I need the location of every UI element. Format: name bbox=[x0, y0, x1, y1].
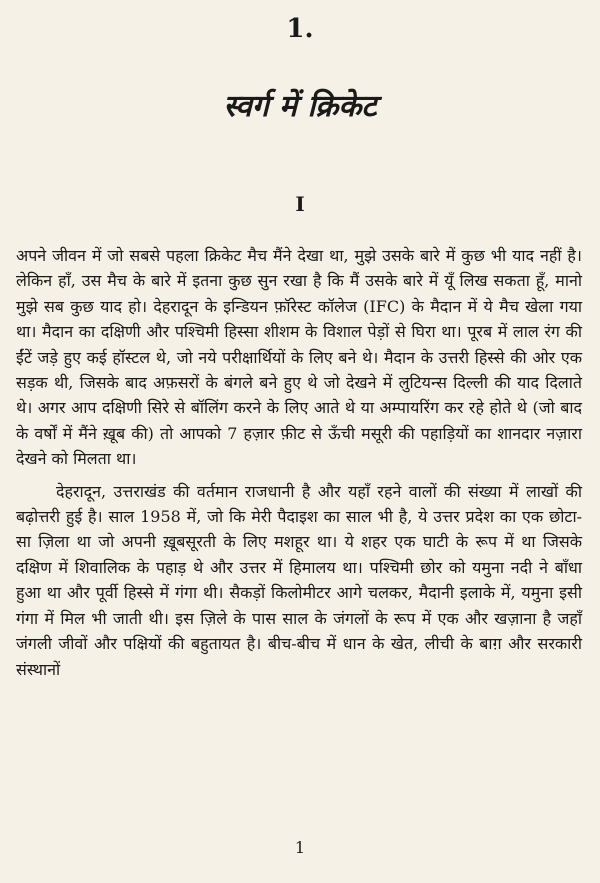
chapter-number: 1. bbox=[286, 14, 314, 44]
paragraph-1: अपने जीवन में जो सबसे पहला क्रिकेट मैच मैंने देखा था, मुझे उसके बारे में कुछ भी याद नहीं है। लेकिन हाँ, उस मैच के बारे में इतना कुछ सुन रखा है कि मैं उसके बारे में यूँ लिख सकता हूँ, मानो मुझे सब कुछ याद हो। देहरादून के इन्डियन फ़ॉरेस्ट कॉलेज (IFC) के मैदान में ये मैच खेला गया था। मैदान का दक्षिणी और पश्चिमी हिस्सा शीशम के विशाल पेड़ों से घिरा था। पूरब में लाल रंग की ईंटें जड़े हुए कई हॉस्टल थे, जो नये परीक्षार्थियों के लिए बने थे। मैदान के उत्तरी हिस्से की ओर एक सड़क थी, जिसके बाद अफ़सरों के बंगले बने हुए थे जो देखने में लुटियन्स दिल्ली की याद दिलाते थे। अगर आप दक्षिणी सिरे से बॉलिंग करने के लिए आते थे या अम्पायरिंग कर रहे होते थे (जो बाद के वर्षों में मैंने ख़ूब की) तो आपको 7 हज़ार फ़ीट से ऊँची मसूरी की पहाड़ियों का शानदार नज़ारा देखने को मिलता था। bbox=[16, 246, 582, 469]
chapter-title: स्वर्ग में क्रिकेट bbox=[223, 89, 377, 124]
page-number: 1 bbox=[294, 838, 306, 857]
body-text bbox=[16, 243, 582, 682]
section-numeral: I bbox=[295, 192, 305, 216]
paragraph-2: देहरादून, उत्तराखंड की वर्तमान राजधानी है और यहाँ रहने वालों की संख्या में लाखों की बढ़ोत्तरी हुई है। साल 1958 में, जो कि मेरी पैदाइश का साल भी है, ये उत्तर प्रदेश का एक छोटा-सा ज़िला था जो अपनी ख़ूबसूरती के लिए मशहूर था। ये शहर एक घाटी के रूप में था जिसके दक्षिण में शिवालिक के पहाड़ थे और उत्तर में हिमालय था। पश्चिमी छोर को यमुना नदी ने बाँधा हुआ था और पूर्वी हिस्से में गंगा थी। सैकड़ों किलोमीटर आगे चलकर, मैदानी इलाके में, यमुना इसी गंगा में मिल भी जाती थी। इस ज़िले के पास साल के जंगलों के रूप में एक और खज़ाना है जहाँ जंगली जीवों और पक्षियों की बहुतायत है। बीच-बीच में धान के खेत, लीची के बाग़ और सरकारी संस्थानों bbox=[16, 481, 582, 679]
